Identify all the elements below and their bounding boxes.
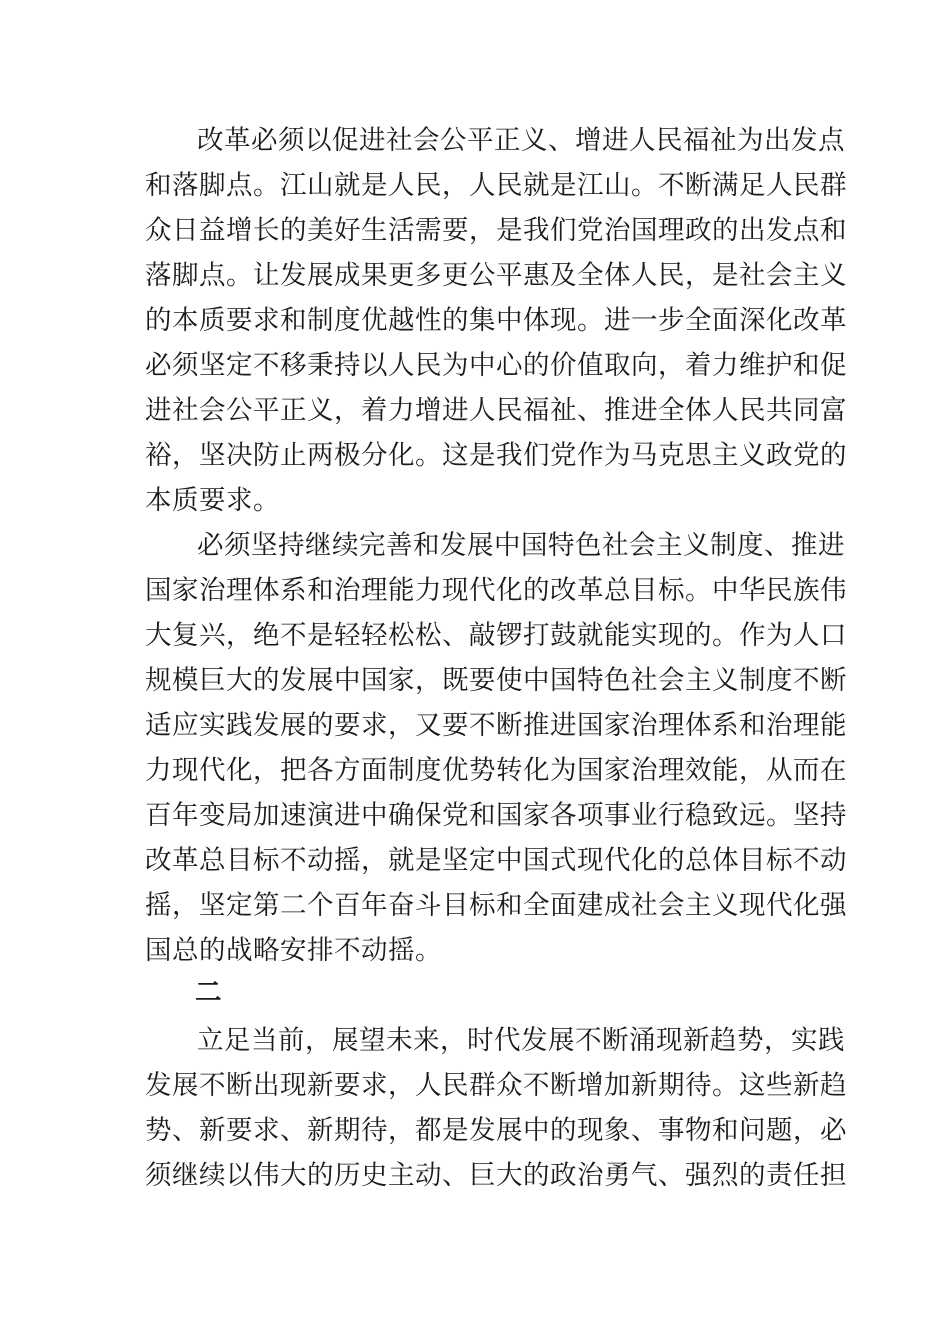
paragraph-2-line-3: 大复兴，绝不是轻轻松松、敲锣打鼓就能实现的。作为人口 (145, 620, 847, 651)
paragraph-3-line-3: 势、新要求、新期待，都是发展中的现象、事物和问题，必 (145, 1115, 847, 1146)
paragraph-2-line-5: 适应实践发展的要求，又要不断推进国家治理体系和治理能 (145, 710, 847, 741)
paragraph-2-line-9: 摇，坚定第二个百年奋斗目标和全面建成社会主义现代化强 (145, 890, 847, 921)
paragraph-2-line-4: 规模巨大的发展中国家，既要使中国特色社会主义制度不断 (145, 665, 847, 696)
paragraph-2-line-10: 国总的战略安排不动摇。 (145, 935, 442, 966)
paragraph-1-line-4: 落脚点。让发展成果更多更公平惠及全体人民，是社会主义 (145, 260, 847, 291)
paragraph-1-line-6: 必须坚定不移秉持以人民为中心的价值取向，着力维护和促 (145, 350, 847, 381)
section-heading: 二 (195, 977, 222, 1008)
paragraph-3-line-2: 发展不断出现新要求，人民群众不断增加新期待。这些新趋 (145, 1070, 847, 1101)
paragraph-3-line-1: 立足当前，展望未来，时代发展不断涌现新趋势，实践 (197, 1025, 845, 1056)
paragraph-1-line-9: 本质要求。 (145, 485, 280, 516)
paragraph-1-line-7: 进社会公平正义，着力增进人民福祉、推进全体人民共同富 (145, 395, 847, 426)
paragraph-1-line-2: 和落脚点。江山就是人民，人民就是江山。不断满足人民群 (145, 170, 847, 201)
paragraph-2-line-2: 国家治理体系和治理能力现代化的改革总目标。中华民族伟 (145, 575, 847, 606)
paragraph-1-line-1: 改革必须以促进社会公平正义、增进人民福祉为出发点 (197, 125, 845, 156)
paragraph-2-line-1: 必须坚持继续完善和发展中国特色社会主义制度、推进 (197, 530, 845, 561)
paragraph-1-line-5: 的本质要求和制度优越性的集中体现。进一步全面深化改革 (145, 305, 847, 336)
paragraph-1-line-3: 众日益增长的美好生活需要，是我们党治国理政的出发点和 (145, 215, 847, 246)
paragraph-2-line-6: 力现代化，把各方面制度优势转化为国家治理效能，从而在 (145, 755, 847, 786)
paragraph-2-line-7: 百年变局加速演进中确保党和国家各项事业行稳致远。坚持 (145, 800, 847, 831)
paragraph-3-line-4: 须继续以伟大的历史主动、巨大的政治勇气、强烈的责任担 (145, 1160, 847, 1191)
paragraph-2-line-8: 改革总目标不动摇，就是坚定中国式现代化的总体目标不动 (145, 845, 847, 876)
paragraph-1-line-8: 裕，坚决防止两极分化。这是我们党作为马克思主义政党的 (145, 440, 847, 471)
